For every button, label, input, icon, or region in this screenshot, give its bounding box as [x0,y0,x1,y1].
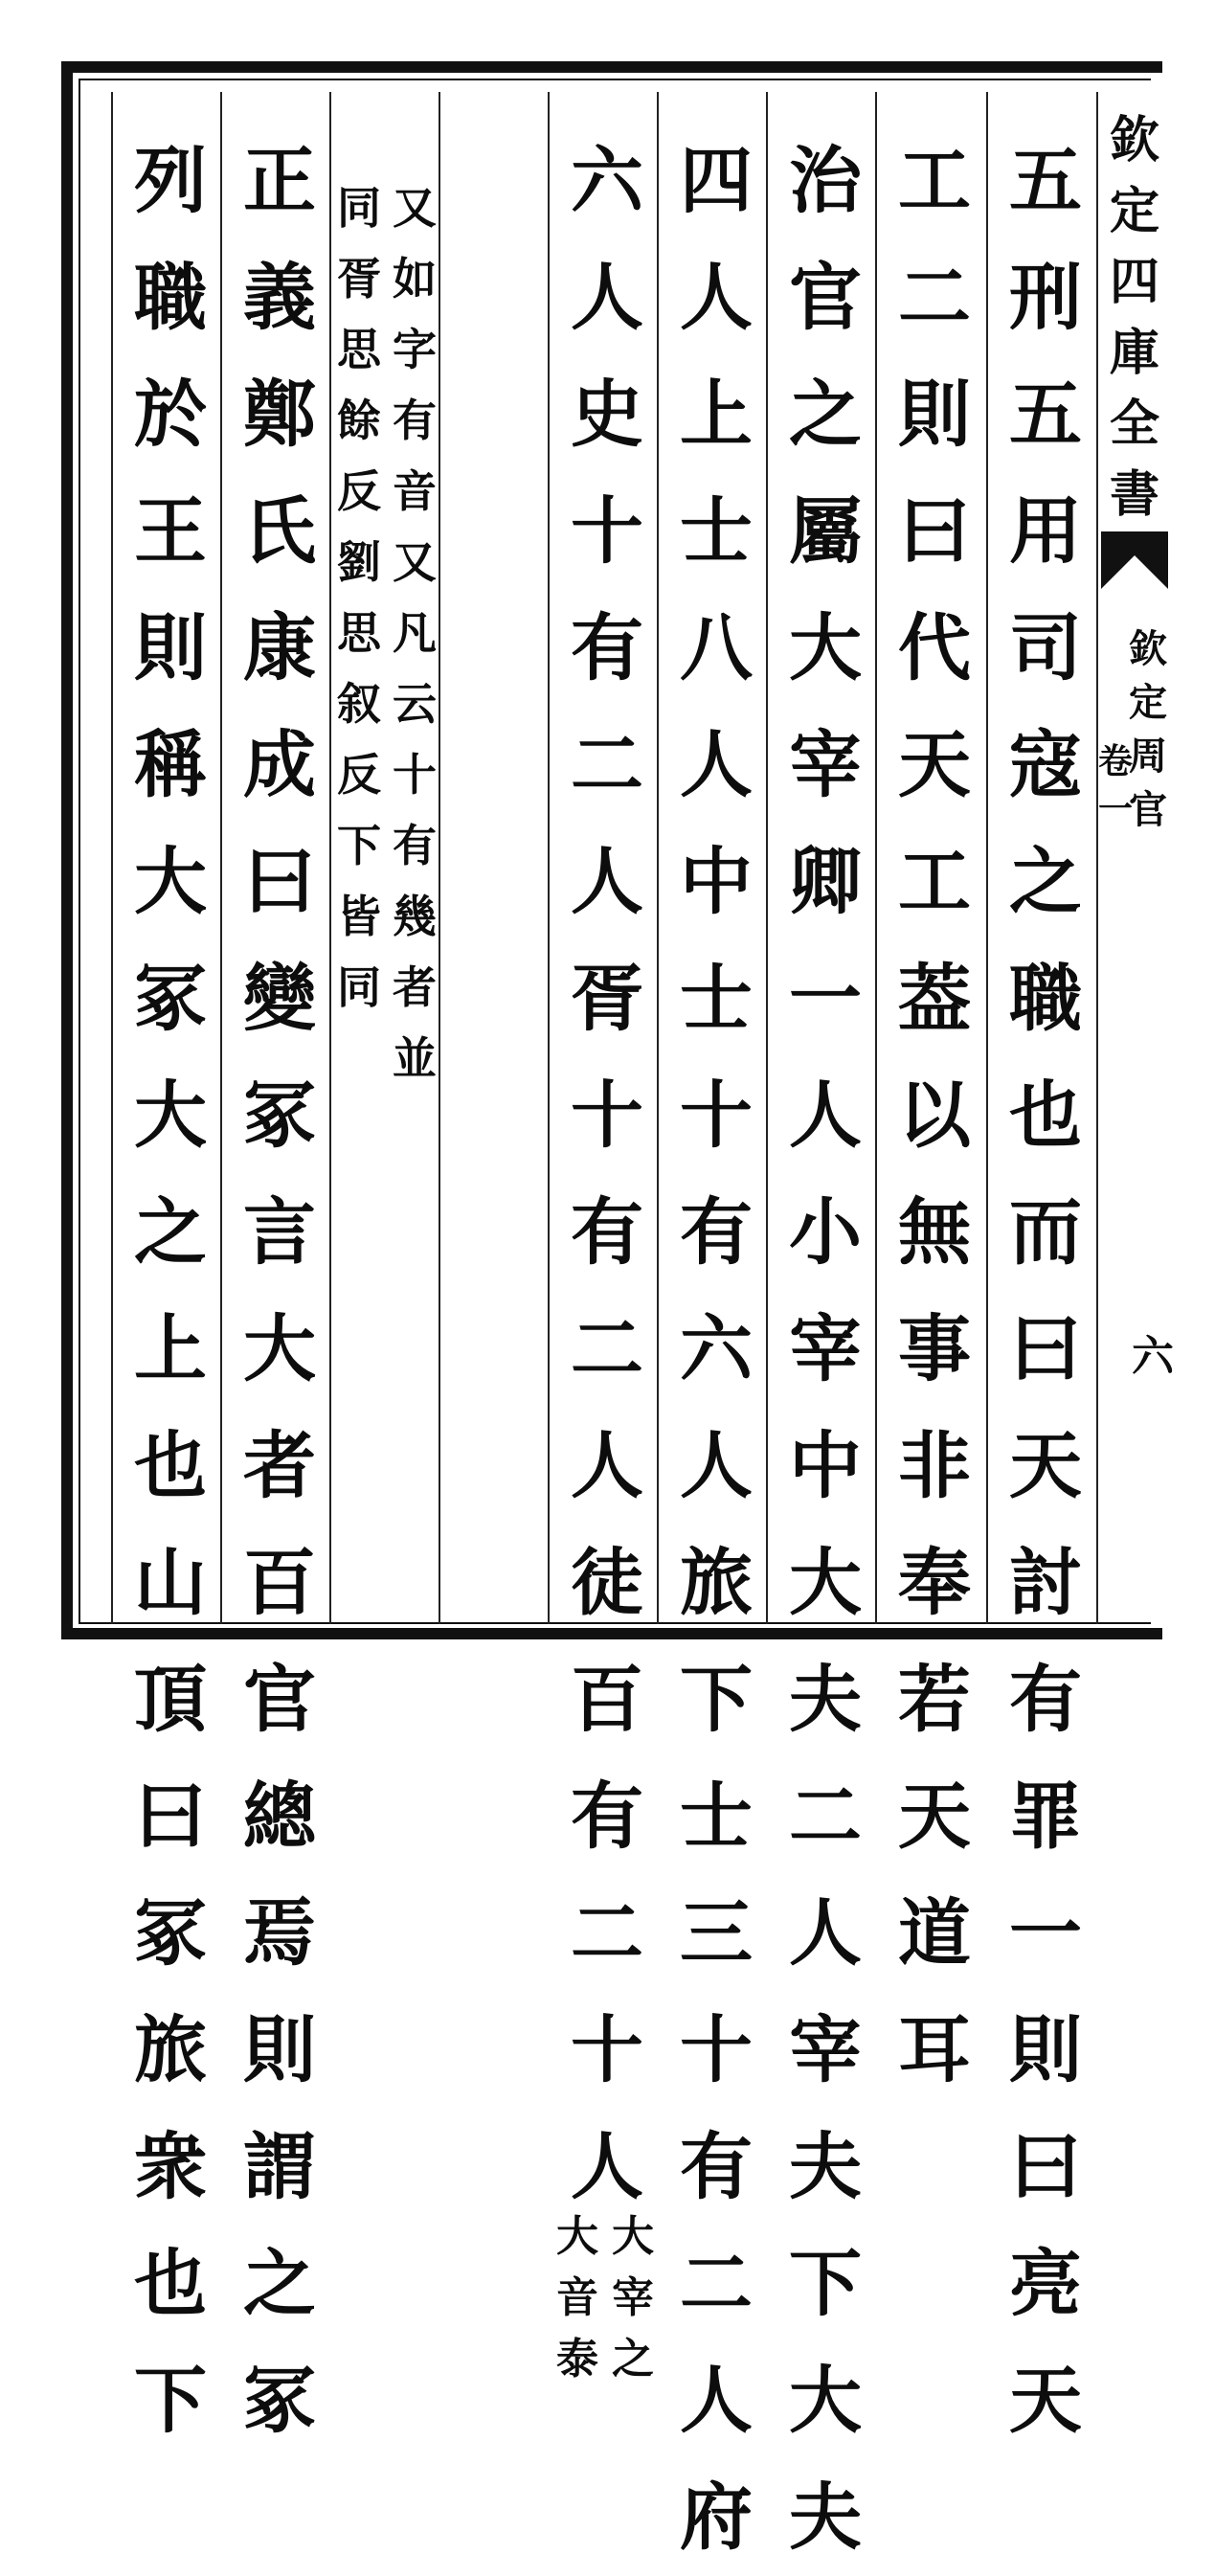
text-char: 旅 [134,2007,207,2092]
text-char: 事 [898,1306,971,1391]
commentary-char: 云 [393,678,437,730]
text-column [550,123,664,2209]
book-title-char: 四 [1109,253,1159,311]
commentary-char: 反 [337,749,381,801]
text-char: 之 [1009,839,1082,924]
text-char: 五 [1009,138,1082,223]
text-char: 則 [898,372,971,457]
text-char: 亮 [1009,2241,1082,2326]
text-char: 二 [571,1306,643,1391]
commentary-right [387,172,442,1094]
text-char: 屬 [789,488,862,574]
text-char: 天 [1009,1423,1082,1508]
commentary-left [331,172,387,1023]
text-char: 之 [134,1189,207,1275]
text-char: 有 [571,1189,643,1275]
volume-label [1098,737,1134,833]
text-char: 大 [134,1073,207,1158]
text-char: 則 [243,2007,316,2092]
text-char: 也 [134,1423,207,1508]
text-char: 夫 [789,1657,862,1742]
text-char: 無 [898,1189,971,1275]
text-char: 冢 [243,1073,316,1158]
text-char: 人 [680,2358,753,2443]
note-char: 音 [556,2273,598,2322]
book-title-char: 定 [1109,182,1159,240]
text-char: 宰 [789,1306,862,1391]
commentary-char: 又 [393,182,437,234]
text-char: 有 [571,605,643,690]
text-char: 有 [680,2124,753,2209]
text-char: 頂 [134,1657,207,1742]
text-char: 徒 [571,1540,643,1625]
volume-title-char: 官 [1129,787,1167,832]
text-char: 小 [789,1189,862,1275]
text-char: 有 [1009,1657,1082,1742]
text-char: 職 [134,255,207,340]
text-char: 十 [571,488,643,574]
text-char: 於 [134,372,207,457]
text-char: 稱 [134,722,207,807]
text-char: 職 [1009,956,1082,1041]
text-char: 卿 [789,839,862,924]
commentary-char: 同 [337,961,381,1013]
text-char: 寇 [1009,722,1082,807]
text-char: 正 [243,138,316,223]
text-char: 人 [680,722,753,807]
text-char: 則 [134,605,207,690]
text-char: 二 [680,2241,753,2326]
text-char: 冢 [134,956,207,1041]
text-char: 曰 [243,839,316,924]
commentary-char: 皆 [337,891,381,942]
text-char: 十 [680,1073,753,1158]
commentary-char: 反 [337,465,381,517]
text-char: 人 [680,1423,753,1508]
text-char: 焉 [243,1890,316,1976]
text-char: 府 [680,2474,753,2560]
text-char: 士 [680,956,753,1041]
text-char: 罪 [1009,1774,1082,1859]
text-column [659,123,774,2560]
text-column [877,123,992,2092]
text-char: 謂 [243,2124,316,2209]
text-char: 工 [898,839,971,924]
commentary-char: 思 [337,607,381,659]
text-char: 變 [243,956,316,1041]
text-char: 總 [243,1774,316,1859]
text-column [222,123,337,2443]
text-char: 大 [789,605,862,690]
text-char: 用 [1009,488,1082,574]
text-char: 百 [571,1657,643,1742]
text-char: 氏 [243,488,316,574]
text-char: 人 [571,2124,643,2209]
text-char: 康 [243,605,316,690]
text-char: 冢 [134,1890,207,1976]
text-char: 曰 [898,488,971,574]
text-char: 夫 [789,2124,862,2209]
text-char: 二 [571,1890,643,1976]
text-char: 十 [680,2007,753,2092]
text-char: 治 [789,138,862,223]
text-char: 鄭 [243,372,316,457]
commentary-char: 音 [393,465,437,517]
text-char: 大 [789,2358,862,2443]
text-char: 三 [680,1890,753,1976]
text-char: 天 [1009,2358,1082,2443]
text-char: 司 [1009,605,1082,690]
text-char: 一 [1009,1890,1082,1976]
text-char: 有 [680,1189,753,1275]
text-char: 天 [898,1774,971,1859]
commentary-char: 思 [337,324,381,375]
text-char: 義 [243,255,316,340]
text-column [988,123,1103,2443]
text-char: 之 [243,2241,316,2326]
text-char: 士 [680,1774,753,1859]
note-char: 大 [556,2212,598,2261]
text-char: 官 [243,1657,316,1742]
text-char: 道 [898,1890,971,1976]
text-char: 人 [571,1423,643,1508]
commentary-char: 叙 [337,678,381,730]
text-char: 耳 [898,2007,971,2092]
text-char: 夫 [789,2474,862,2560]
text-char: 二 [571,722,643,807]
text-char: 四 [680,138,753,223]
text-char: 八 [680,605,753,690]
text-char: 人 [789,1890,862,1976]
text-char: 刑 [1009,255,1082,340]
commentary-char: 下 [337,820,381,871]
commentary-char: 餘 [337,395,381,446]
text-char: 工 [898,138,971,223]
text-char: 宰 [789,2007,862,2092]
text-char: 王 [134,488,207,574]
text-char: 中 [680,839,753,924]
text-char: 非 [898,1423,971,1508]
note-char: 宰 [612,2273,654,2322]
text-char: 代 [898,605,971,690]
text-char: 士 [680,488,753,574]
text-char: 者 [243,1423,316,1508]
text-char: 上 [680,372,753,457]
text-char: 若 [898,1657,971,1742]
text-char: 人 [789,1073,862,1158]
text-char: 天 [898,722,971,807]
text-char: 六 [680,1306,753,1391]
book-title-char: 書 [1109,465,1159,524]
text-char: 宰 [789,722,862,807]
text-char: 曰 [1009,1306,1082,1391]
book-title-char: 欽 [1109,111,1159,169]
text-char: 人 [571,255,643,340]
volume-title-char: 定 [1129,680,1167,725]
text-char: 則 [1009,2007,1082,2092]
text-char: 人 [571,839,643,924]
commentary-char: 十 [393,749,437,801]
text-column [113,123,228,2443]
book-title [1101,105,1168,531]
text-char: 討 [1009,1540,1082,1625]
commentary-column [331,172,446,1609]
commentary-char: 凡 [393,607,437,659]
page-number: 六 [1132,1332,1174,1381]
note-char: 大 [612,2212,654,2261]
commentary-char: 幾 [393,891,437,942]
text-char: 人 [680,255,753,340]
text-char: 山 [134,1540,207,1625]
text-char: 二 [898,255,971,340]
book-title-char: 庫 [1109,324,1159,382]
text-char: 曰 [134,1774,207,1859]
commentary-char: 劉 [337,536,381,588]
text-char: 而 [1009,1189,1082,1275]
text-char: 也 [134,2241,207,2326]
note-char: 之 [612,2335,654,2384]
book-title-char: 全 [1109,395,1159,453]
text-char: 大 [789,1540,862,1625]
text-char: 中 [789,1423,862,1508]
text-char: 下 [789,2241,862,2326]
text-char: 言 [243,1189,316,1275]
text-char: 葢 [898,956,971,1041]
text-char: 成 [243,722,316,807]
text-char: 上 [134,1306,207,1391]
text-char: 之 [789,372,862,457]
commentary-char: 有 [393,395,437,446]
text-char: 十 [571,2007,643,2092]
text-char: 十 [571,1073,643,1158]
volume-title-char: 周 [1129,734,1167,779]
text-char: 旅 [680,1540,753,1625]
text-char: 五 [1009,372,1082,457]
text-char: 官 [789,255,862,340]
commentary-char: 者 [393,961,437,1013]
text-char: 大 [134,839,207,924]
text-char: 奉 [898,1540,971,1625]
text-char: 也 [1009,1073,1082,1158]
text-char: 曰 [1009,2124,1082,2209]
commentary-char: 同 [337,182,381,234]
text-char: 列 [134,138,207,223]
commentary-char: 字 [393,324,437,375]
commentary-char: 胥 [337,253,381,305]
commentary-char: 又 [393,536,437,588]
text-char: 下 [680,1657,753,1742]
text-char: 百 [243,1540,316,1625]
volume-title-char: 欽 [1129,626,1167,671]
volume-label-char: 卷 [1098,741,1134,781]
text-char: 下 [134,2358,207,2443]
text-char: 有 [571,1774,643,1859]
text-char: 胥 [571,956,643,1041]
text-char: 衆 [134,2124,207,2209]
commentary-char: 並 [393,1032,437,1084]
text-column [768,123,883,2560]
text-char: 大 [243,1306,316,1391]
commentary-char: 如 [393,253,437,305]
fishtail-ornament [1101,531,1168,589]
text-char: 一 [789,956,862,1041]
volume-label-char: 一 [1098,789,1134,829]
commentary-char: 有 [393,820,437,871]
text-char: 冢 [243,2358,316,2443]
text-char: 史 [571,372,643,457]
text-char: 六 [571,138,643,223]
text-char: 二 [789,1774,862,1859]
text-char: 以 [898,1073,971,1158]
note-char: 泰 [556,2335,598,2384]
